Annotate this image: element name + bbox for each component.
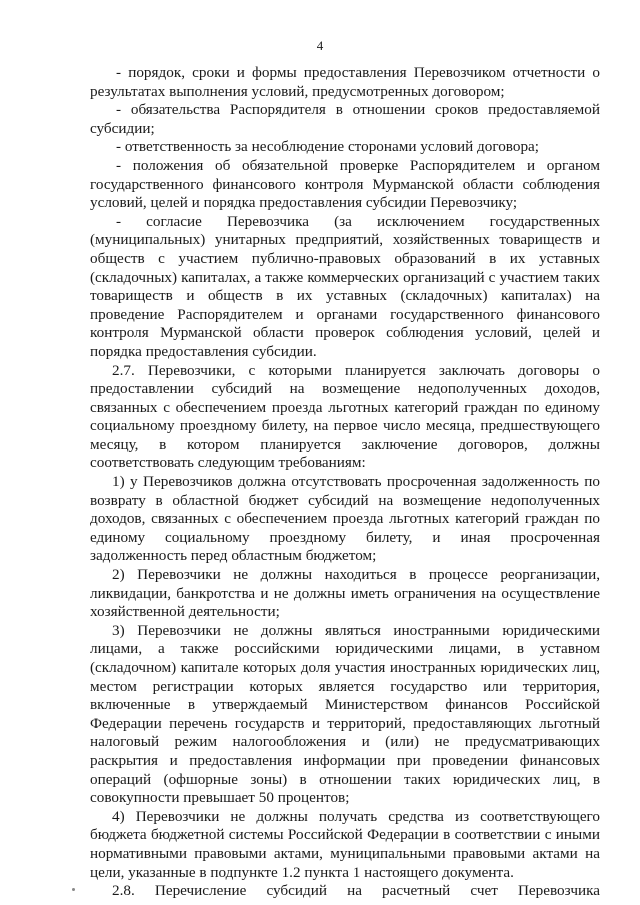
paragraph-requirement-1: 1) у Перевозчиков должна отсутствовать просроченная задолженность по возврату в областной бюджет субсидий на возмещение недополученных доходов, связанных с обеспечением проезда льготных категорий граждан по единому социальному проездному билету, и иная просроченная задолженность перед областным бюджетом; bbox=[90, 473, 600, 565]
scan-dot bbox=[72, 888, 75, 891]
document-body bbox=[90, 64, 600, 901]
paragraph-requirement-2: 2) Перевозчики не должны находиться в процессе реорганизации, ликвидации, банкротства и не должны иметь ограничения на осуществление хозяйственной деятельности; bbox=[90, 566, 600, 621]
paragraph-reporting-terms: - порядок, сроки и формы предоставления Перевозчиком отчетности о результатах выполнения условий, предусмотренных договором; bbox=[90, 64, 600, 100]
page-number: 4 bbox=[316, 38, 324, 53]
paragraph-control-check: - положения об обязательной проверке Распорядителем и органом государственного финансового контроля Мурманской области соблюдения условий, целей и порядка предоставления субсидии Перевозчику; bbox=[90, 156, 600, 212]
paragraph-obligations: - обязательства Распорядителя в отношении сроков предоставляемой субсидии; bbox=[90, 101, 600, 137]
paragraph-2-8: 2.8. Перечисление субсидий на расчетный счет Перевозчика bbox=[112, 882, 600, 900]
paragraph-responsibility: - ответственность за несоблюдение сторонами условий договора; bbox=[116, 138, 540, 156]
paragraph-requirement-3: 3) Перевозчики не должны являться иностранными юридическими лицами, а также российскими юридическими лицами, в уставном (складочном) капитале которых доля участия иностранных юридических лиц, местом регистрации которых является государство или территория, включенные в утверждаемый Министерством финансов Российской Федерации перечень государств и территорий, предоставляющих льготный налоговый режим налогообложения и (или) не предусматривающих раскрытия и предоставления информации при проведении финансовых операций (офшорные зоны) в отношении таких юридических лиц, в совокупности превышает 50 процентов; bbox=[90, 621, 600, 807]
paragraph-carrier-consent: - согласие Перевозчика (за исключением государственных (муниципальных) унитарных предприятий, хозяйственных товариществ и обществ с участием публично-правовых образований в их уставных (складочных) капиталах, а также коммерческих организаций с участием таких товариществ и обществ в их уставных (складочных) капиталах) на проведение Распорядителем и органами государственного финансового контроля Мурманской области проверок соблюдения условий, целей и порядка предоставления субсидии. bbox=[90, 212, 600, 360]
paragraph-2-7: 2.7. Перевозчики, с которыми планируется заключать договоры о предоставлении субсидий на возмещение недополученных доходов, связанных с обеспечением проезда льготных категорий граждан по единому социальному проездному билету, на первое число месяца, предшествующего месяцу, в котором планируется заключение договоров, должны соответствовать следующим требованиям: bbox=[90, 361, 600, 472]
paragraph-requirement-4: 4) Перевозчики не должны получать средства из соответствующего бюджета бюджетной системы Российской Федерации в соответствии с иными нормативными правовыми актами, муниципальными правовыми актами на цели, указанные в подпункте 1.2 пункта 1 настоящего документа. bbox=[90, 807, 600, 881]
